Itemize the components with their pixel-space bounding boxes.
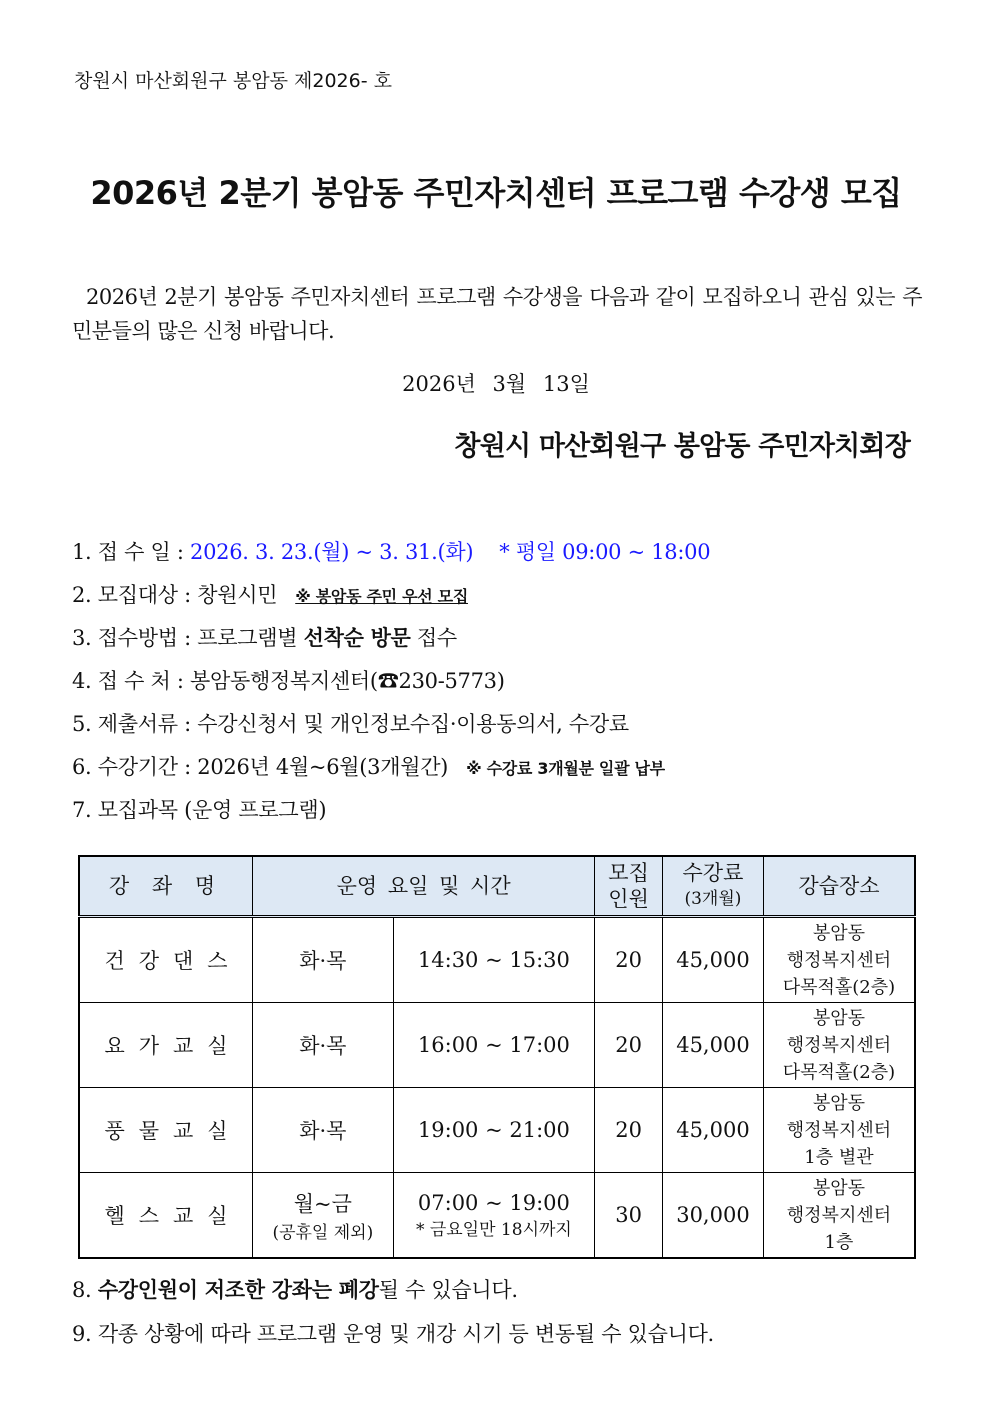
place-line: 1층 xyxy=(824,1231,854,1253)
item-label: 4. 접 수 처 : xyxy=(72,669,191,693)
place-line: 봉암동 xyxy=(812,1092,866,1114)
course-time: 16:00 ~ 17:00 xyxy=(393,1003,595,1088)
document-number: 창원시 마산회원구 봉암동 제2026- 호 xyxy=(74,70,392,92)
place-line: 행정복지센터 xyxy=(786,1119,892,1141)
course-days: 화·목 xyxy=(253,1003,394,1088)
header-capacity-line1: 모집 xyxy=(608,861,649,885)
course-days: 화·목 xyxy=(253,1088,394,1173)
place-line: 행정복지센터 xyxy=(786,949,892,971)
course-place xyxy=(763,1003,915,1088)
table-row xyxy=(79,1088,915,1173)
course-time: 19:00 ~ 21:00 xyxy=(393,1088,595,1173)
method-post: 접수 xyxy=(410,626,457,650)
item-label: 3. 접수방법 : xyxy=(72,626,198,650)
place-value: 봉암동행정복지센터(☎230-5773) xyxy=(190,669,505,693)
item-method xyxy=(72,618,952,661)
header-schedule: 운영 요일 및 시간 xyxy=(253,856,595,917)
table-row xyxy=(79,917,915,1003)
reception-period: 2026. 3. 23.(월) ~ 3. 31.(화) xyxy=(190,540,474,564)
note-changes xyxy=(72,1314,952,1358)
course-name: 요가교실 xyxy=(79,1003,253,1088)
intro-paragraph: 2026년 2분기 봉암동 주민자치센터 프로그램 수강생을 다음과 같이 모집하오니 관심 있는 주민분들의 많은 신청 바랍니다. xyxy=(72,285,922,343)
item-documents xyxy=(72,704,952,747)
course-place xyxy=(763,1088,915,1173)
course-days xyxy=(253,1173,394,1259)
issue-date: 2026년 3월 13일 xyxy=(402,372,590,396)
course-fee: 45,000 xyxy=(663,1003,764,1088)
item-label: 1. 접 수 일 : xyxy=(72,540,191,564)
course-name: 헬스교실 xyxy=(79,1173,253,1259)
course-place xyxy=(763,1173,915,1259)
table-row xyxy=(79,1173,915,1259)
place-line: 봉암동 xyxy=(812,922,866,944)
course-fee: 45,000 xyxy=(663,1088,764,1173)
place-line: 봉암동 xyxy=(812,1007,866,1029)
place-line: 행정복지센터 xyxy=(786,1034,892,1056)
table-header-row xyxy=(79,856,915,917)
time-main: 07:00 ~ 19:00 xyxy=(417,1190,570,1215)
item-place xyxy=(72,661,952,704)
reception-hours-note: * 평일 09:00 ~ 18:00 xyxy=(499,540,711,564)
program-table xyxy=(78,855,916,1259)
note-cancellation xyxy=(72,1270,952,1314)
course-name: 건강댄스 xyxy=(79,917,253,1003)
item-label: 2. 모집대상 : xyxy=(72,583,198,607)
item-subjects xyxy=(72,790,952,833)
header-fee xyxy=(663,856,764,917)
documents-value: 수강신청서 및 개인정보수집·이용동의서, 수강료 xyxy=(197,712,629,736)
header-fee-line2: (3개월) xyxy=(684,889,742,909)
course-days: 화·목 xyxy=(253,917,394,1003)
item-label: 6. 수강기간 : xyxy=(72,755,198,779)
item-period xyxy=(72,747,952,790)
header-capacity-line2: 인원 xyxy=(608,887,649,911)
period-value: 2026년 4월~6월(3개월간) xyxy=(197,755,449,779)
cancellation-bold: 수강인원이 저조한 강좌는 폐강 xyxy=(97,1277,379,1302)
item-target xyxy=(72,575,952,618)
course-name: 풍물교실 xyxy=(79,1088,253,1173)
method-pre: 프로그램별 xyxy=(197,626,304,650)
time-note: * 금요일만 18시까지 xyxy=(415,1219,572,1240)
item-label: 8. xyxy=(72,1278,98,1302)
item-label: 7. 모집과목 (운영 프로그램) xyxy=(72,798,327,822)
footer-notes xyxy=(72,1270,952,1358)
changes-text: 각종 상황에 따라 프로그램 운영 및 개강 시기 등 변동될 수 있습니다. xyxy=(97,1322,714,1346)
course-time xyxy=(393,1173,595,1259)
course-time: 14:30 ~ 15:30 xyxy=(393,917,595,1003)
header-capacity xyxy=(595,856,663,917)
item-label: 9. xyxy=(72,1322,98,1346)
details-list xyxy=(72,532,952,833)
cancellation-rest: 될 수 있습니다. xyxy=(378,1278,518,1302)
course-capacity: 20 xyxy=(595,1003,663,1088)
item-label: 5. 제출서류 : xyxy=(72,712,198,736)
course-capacity: 30 xyxy=(595,1173,663,1259)
place-line: 1층 별관 xyxy=(804,1146,874,1168)
header-name: 강 좌 명 xyxy=(79,856,253,917)
header-place: 강습장소 xyxy=(763,856,915,917)
page-title: 2026년 2분기 봉암동 주민자치센터 프로그램 수강생 모집 xyxy=(90,174,902,212)
header-fee-line1: 수강료 xyxy=(682,861,744,885)
method-bold: 선착순 방문 xyxy=(303,625,411,650)
place-line: 봉암동 xyxy=(812,1177,866,1199)
table-row xyxy=(79,1003,915,1088)
payment-note: ※ 수강료 3개월분 일괄 납부 xyxy=(466,759,665,778)
course-place xyxy=(763,917,915,1003)
days-main: 월~금 xyxy=(293,1191,352,1216)
course-capacity: 20 xyxy=(595,1088,663,1173)
signer: 창원시 마산회원구 봉암동 주민자치회장 xyxy=(454,431,910,462)
place-line: 다목적홀(2층) xyxy=(782,976,896,998)
place-line: 다목적홀(2층) xyxy=(782,1061,896,1083)
course-capacity: 20 xyxy=(595,917,663,1003)
course-fee: 30,000 xyxy=(663,1173,764,1259)
days-note: (공휴일 제외) xyxy=(272,1222,374,1243)
item-reception-date xyxy=(72,532,952,575)
target-value: 창원시민 xyxy=(197,583,278,607)
place-line: 행정복지센터 xyxy=(786,1204,892,1226)
priority-note: ※ 봉암동 주민 우선 모집 xyxy=(295,587,468,606)
course-fee: 45,000 xyxy=(663,917,764,1003)
